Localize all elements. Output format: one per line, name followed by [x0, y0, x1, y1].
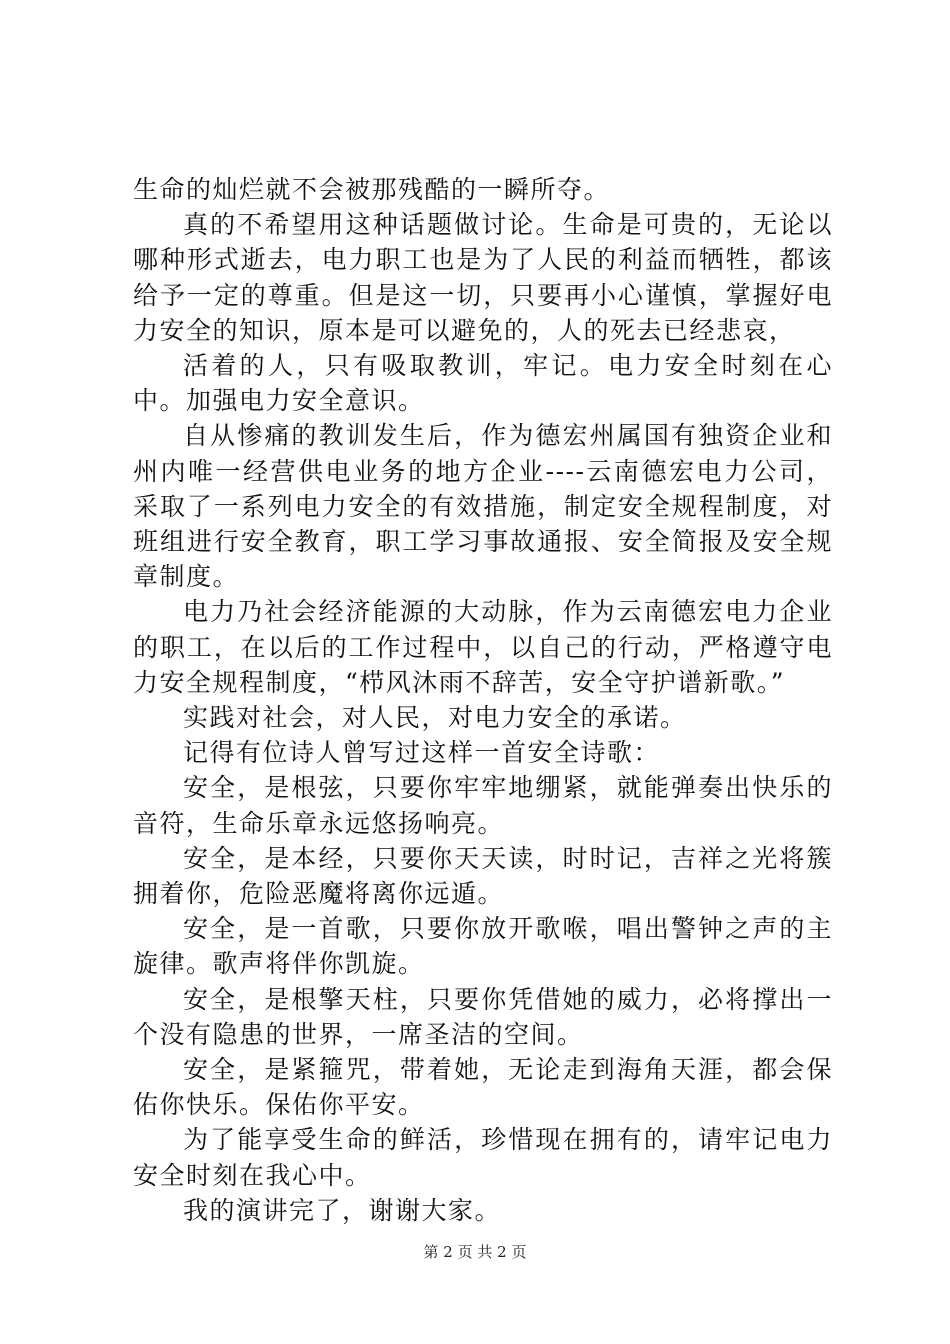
- paragraph: 记得有位诗人曾写过这样一首安全诗歌：: [183, 738, 661, 768]
- document-body: [133, 172, 833, 1228]
- page-footer: [0, 1242, 950, 1262]
- paragraph: 活着的人，只有吸取教训，牢记。电力安全时刻在心中。加强电力安全意识。: [133, 351, 833, 416]
- paragraph: 实践对社会，对人民，对电力安全的承诺。: [183, 703, 687, 733]
- paragraph: 安全，是本经，只要你天天读，时时记，吉祥之光将簇拥着你，危险恶魔将离你远遁。: [133, 843, 833, 909]
- paragraph: 自从惨痛的教训发生后，作为德宏州属国有独资企业和州内唯一经营供电业务的地方企业----云南德宏电力公司，采取了一系列电力安全的有效措施，制定安全规程制度，对班组进行安全教育，职工学习事故通报、安全简报及安全规章制度。: [133, 421, 833, 592]
- paragraph: 真的不希望用这种话题做讨论。生命是可贵的，无论以哪种形式逝去，电力职工也是为了人民的利益而牺牲，都该给予一定的尊重。但是这一切，只要再小心谨慎，掌握好电力安全的知识，原本是可以避免的，人的死去已经悲哀，: [133, 210, 833, 345]
- paragraph: 安全，是一首歌，只要你放开歌喉，唱出警钟之声的主旋律。歌声将伴你凯旋。: [133, 914, 833, 979]
- paragraph: 安全，是根弦，只要你牢牢地绷紧，就能弹奏出快乐的音符，生命乐章永远悠扬响亮。: [133, 773, 833, 838]
- paragraph: 生命的灿烂就不会被那残酷的一瞬所夺。: [133, 175, 611, 204]
- paragraph: 为了能享受生命的鲜活，珍惜现在拥有的，请牢记电力安全时刻在我心中。: [133, 1125, 833, 1190]
- page-number: 第 2 页 共 2 页: [423, 1243, 527, 1261]
- paragraph: 电力乃社会经济能源的大动脉，作为云南德宏电力企业的职工，在以后的工作过程中，以自己的行动，严格遵守电力安全规程制度，“栉风沐雨不辞苦，安全守护谱新歌。”: [133, 597, 833, 697]
- paragraph: 安全，是根擎天柱，只要你凭借她的威力，必将撑出一个没有隐患的世界，一席圣洁的空间。: [133, 984, 833, 1049]
- paragraph: 安全，是紧箍咒，带着她，无论走到海角天涯，都会保佑你快乐。保佑你平安。: [133, 1055, 833, 1120]
- paragraph: 我的演讲完了，谢谢大家。: [183, 1195, 502, 1225]
